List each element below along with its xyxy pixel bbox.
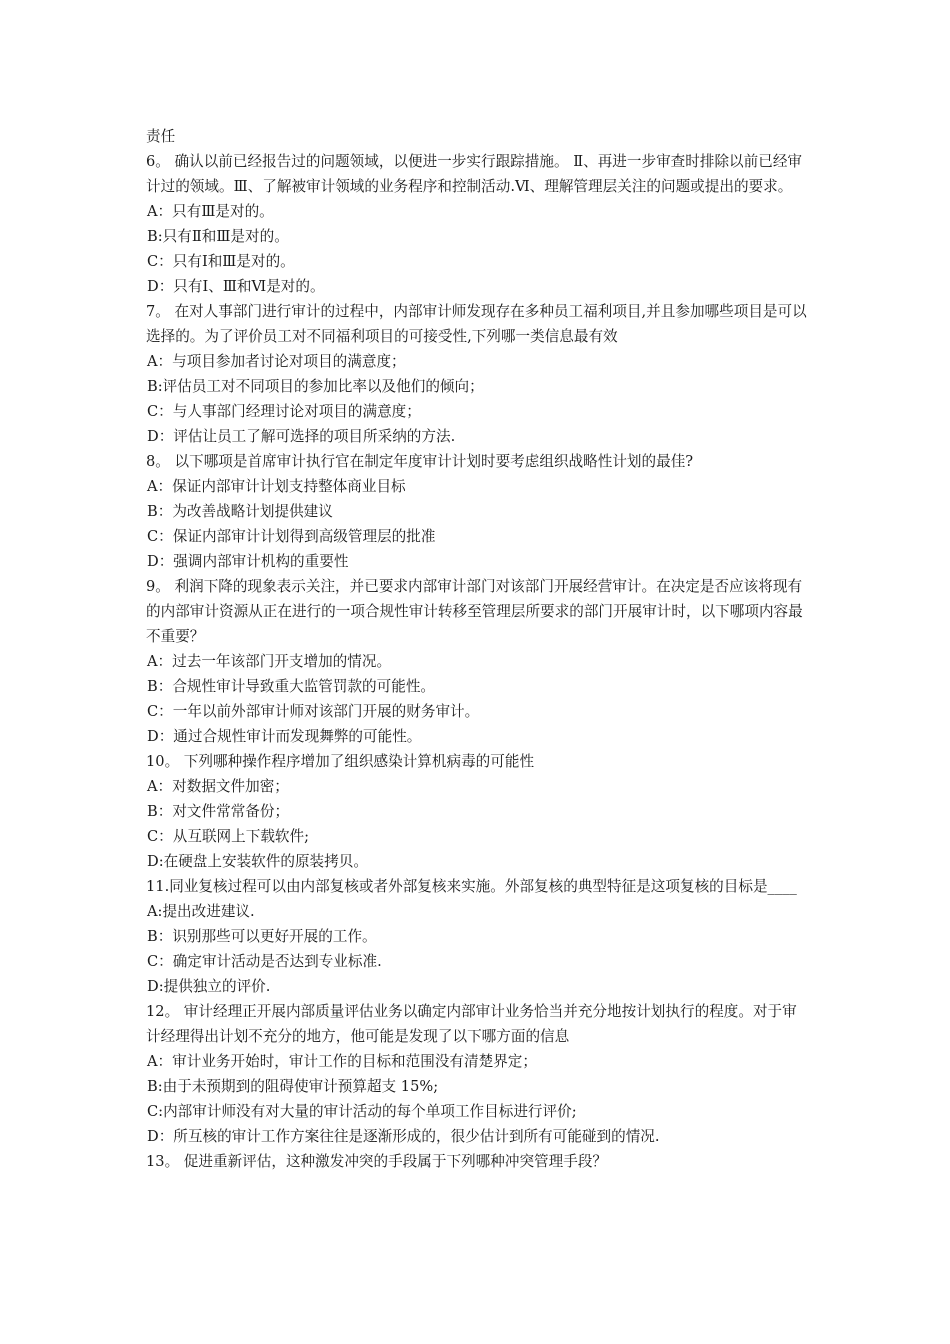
question-7 [146, 299, 810, 449]
option-d: D:在硬盘上安装软件的原装拷贝。 [147, 853, 368, 870]
option-b: B:只有Ⅱ和Ⅲ是对的。 [147, 228, 289, 245]
option-b: B:由于未预期到的阻碍使审计预算超支 15%; [147, 1078, 439, 1095]
option-a: A：只有Ⅲ是对的。 [147, 203, 274, 220]
question-11 [146, 874, 810, 999]
document-page [146, 124, 810, 1174]
question-10 [146, 749, 810, 874]
option-b: B：合规性审计导致重大监管罚款的可能性。 [147, 678, 436, 695]
option-c: C:内部审计师没有对大量的审计活动的每个单项工作目标进行评价; [147, 1103, 577, 1120]
option-d: D：只有Ⅰ、Ⅲ和Ⅵ是对的。 [147, 278, 325, 295]
question-stem: 8。 以下哪项是首席审计执行官在制定年度审计计划时要考虑组织战略性计划的最佳? [146, 453, 694, 470]
option-b: B:评估员工对不同项目的参加比率以及他们的倾向； [147, 378, 484, 395]
option-d: D：通过合规性审计而发现舞弊的可能性。 [147, 728, 422, 745]
option-b: B：对文件常常备份； [147, 803, 290, 820]
option-d: D:提供独立的评价. [147, 978, 271, 995]
option-c: C：保证内部审计计划得到高级管理层的批准 [147, 528, 436, 545]
question-13 [146, 1149, 810, 1174]
option-b: B：为改善战略计划提供建议 [147, 503, 333, 520]
lead-line: 责任 [146, 128, 176, 145]
option-c: C：从互联网上下载软件; [147, 828, 310, 845]
question-stem: 13。 促进重新评估，这种激发冲突的手段属于下列哪种冲突管理手段？ [146, 1153, 608, 1170]
option-a: A:提出改进建议. [147, 903, 255, 920]
option-d: D：强调内部审计机构的重要性 [147, 553, 349, 570]
option-c: C：与人事部门经理讨论对项目的满意度； [147, 403, 421, 420]
option-c: C：确定审计活动是否达到专业标准. [147, 953, 382, 970]
question-9 [146, 574, 810, 749]
question-8 [146, 449, 810, 574]
option-a: A：与项目参加者讨论对项目的满意度； [147, 353, 406, 370]
option-d: D：评估让员工了解可选择的项目所采纳的方法. [147, 428, 456, 445]
option-a: A：对数据文件加密； [147, 778, 289, 795]
question-stem: 12。 审计经理正开展内部质量评估业务以确定内部审计业务恰当并充分地按计划执行的程度。对于审计经理得出计划不充分的地方，他可能是发现了以下哪方面的信息 [146, 1003, 797, 1045]
question-stem: 10。 下列哪种操作程序增加了组织感染计算机病毒的可能性 [146, 753, 535, 770]
question-12 [146, 999, 810, 1149]
option-a: A：过去一年该部门开支增加的情况。 [147, 653, 392, 670]
question-stem: 7。 在对人事部门进行审计的过程中，内部审计师发现存在多种员工福利项目,并且参加哪些项目是可以选择的。为了评价员工对不同福利项目的可接受性,下列哪一类信息最有效 [146, 303, 807, 345]
option-c: C：只有Ⅰ和Ⅲ是对的。 [147, 253, 295, 270]
question-stem: 9。 利润下降的现象表示关注，并已要求内部审计部门对该部门开展经营审计。在决定是否应该将现有的内部审计资源从正在进行的一项合规性审计转移至管理层所要求的部门开展审计时，以下哪项内容最不重要？ [146, 578, 803, 645]
question-stem: 11.同业复核过程可以由内部复核或者外部复核来实施。外部复核的典型特征是这项复核的目标是____ [146, 878, 797, 895]
option-b: B：识别那些可以更好开展的工作。 [147, 928, 377, 945]
question-stem: 6。 确认以前已经报告过的问题领域，以便进一步实行跟踪措施。 Ⅱ、再进一步审查时排除以前已经审计过的领域。Ⅲ、了解被审计领域的业务程序和控制活动.Ⅵ、理解管理层关注的问题或提出的要求。 [146, 153, 803, 195]
option-a: A：审计业务开始时，审计工作的目标和范围没有清楚界定； [147, 1053, 537, 1070]
option-d: D：所互核的审计工作方案往往是逐渐形成的，很少估计到所有可能碰到的情况. [147, 1128, 660, 1145]
option-a: A：保证内部审计计划支持整体商业目标 [147, 478, 406, 495]
question-6 [146, 149, 810, 299]
option-c: C：一年以前外部审计师对该部门开展的财务审计。 [147, 703, 480, 720]
